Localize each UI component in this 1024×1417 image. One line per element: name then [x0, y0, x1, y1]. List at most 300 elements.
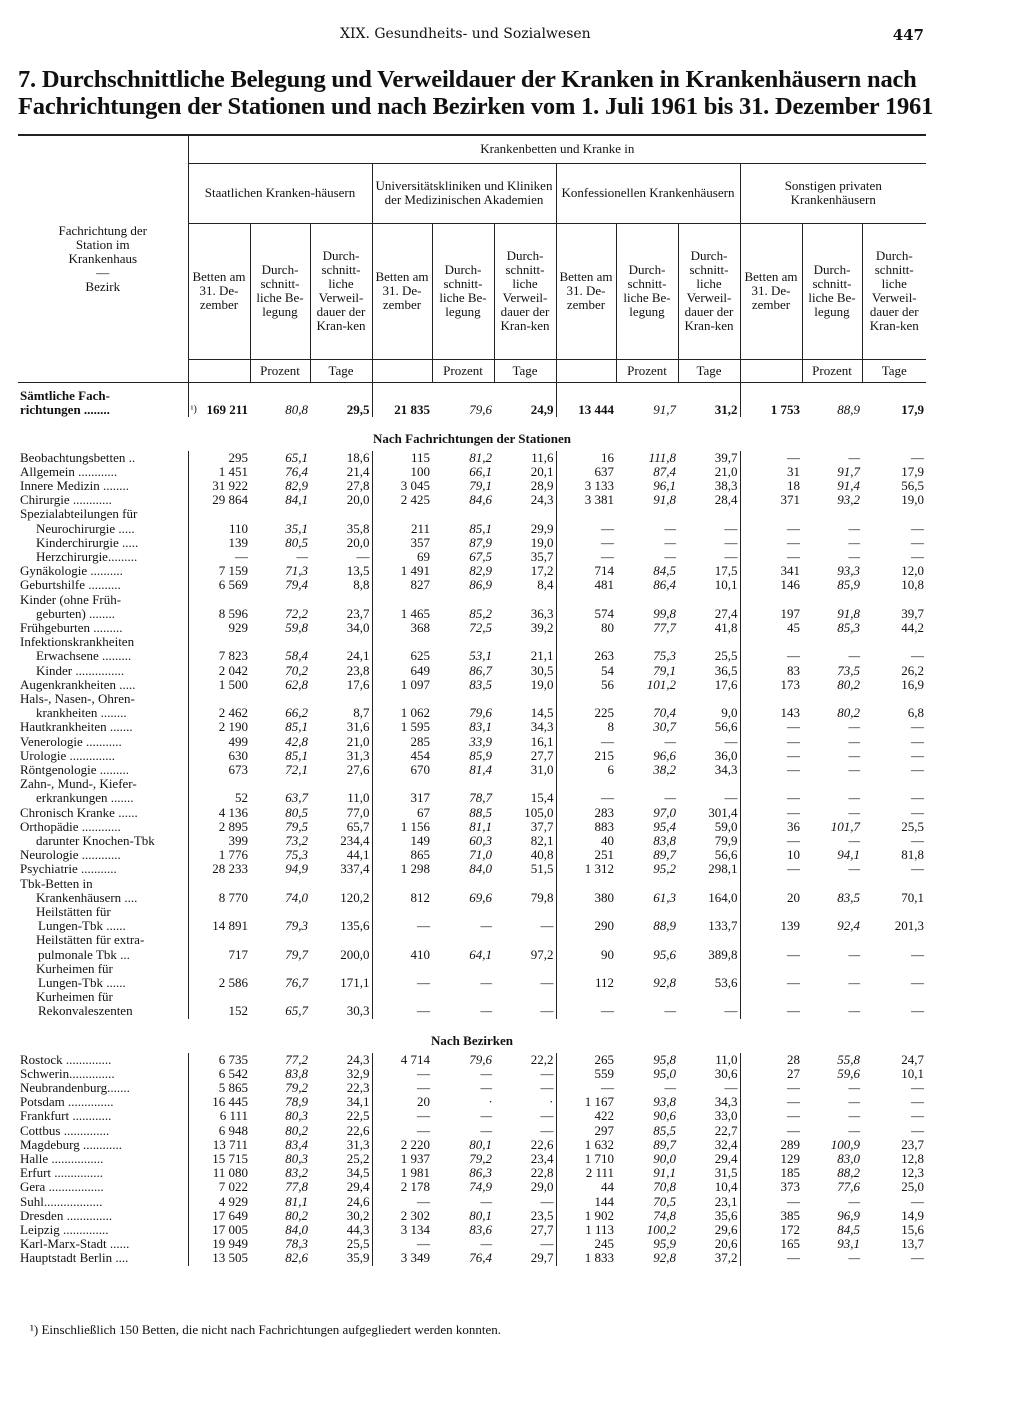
data-cell: 77,7: [653, 619, 676, 635]
total-value: 169 211: [206, 401, 248, 417]
data-cell: 91,8: [653, 492, 676, 508]
data-cell: —: [911, 1122, 925, 1138]
data-cell: 79,9: [714, 832, 738, 848]
unit-prozent: Prozent: [616, 359, 678, 382]
data-cell: [494, 933, 556, 947]
unit-tage: Tage: [310, 359, 372, 382]
data-cell: 17 649: [188, 1209, 250, 1223]
data-cell: [556, 962, 616, 976]
data-cell: [802, 635, 862, 649]
row-label: Lungen-Tbk ......: [38, 919, 126, 934]
table-row: [18, 862, 926, 876]
data-cell: 2 178: [372, 1180, 432, 1194]
data-cell: 27: [740, 1067, 802, 1081]
data-cell: 25,5: [346, 1236, 370, 1252]
data-cell: [372, 692, 432, 706]
data-cell: [250, 692, 310, 706]
data-cell: 1 451: [188, 465, 250, 479]
data-cell: —: [848, 1094, 860, 1110]
data-cell: 24,6: [346, 1193, 370, 1209]
data-cell: [556, 692, 616, 706]
data-cell: 26,2: [901, 662, 925, 678]
data-cell: —: [540, 1003, 554, 1019]
data-cell: 85,2: [469, 605, 492, 621]
data-cell: 75,3: [653, 648, 676, 664]
data-cell: —: [911, 534, 925, 550]
data-cell: 82,1: [530, 832, 554, 848]
data-cell: 263: [556, 649, 616, 663]
data-cell: —: [740, 1251, 802, 1265]
data-cell: 13,5: [346, 563, 370, 579]
data-cell: 298,1: [708, 861, 738, 877]
data-cell: 22,7: [714, 1122, 738, 1138]
total-cell: 91,7: [653, 401, 676, 417]
data-cell: 80,2: [285, 1122, 308, 1138]
data-cell: —: [848, 1193, 860, 1209]
data-cell: —: [556, 1081, 616, 1095]
data-cell: 2 190: [188, 720, 250, 734]
data-cell: 84,5: [653, 563, 676, 579]
data-cell: [250, 593, 310, 607]
data-cell: 84,5: [837, 1222, 860, 1238]
data-cell: [310, 692, 372, 706]
data-cell: 23,5: [530, 1207, 554, 1223]
data-cell: 3 134: [372, 1223, 432, 1237]
data-cell: 234,4: [340, 832, 370, 848]
data-cell: [372, 877, 432, 891]
data-cell: [494, 990, 556, 1004]
data-cell: 35,6: [714, 1207, 738, 1223]
data-cell: 37,7: [530, 818, 554, 834]
data-cell: 139: [740, 919, 802, 933]
stub-header-line: Bezirk: [85, 278, 121, 294]
data-cell: 1 776: [188, 848, 250, 862]
data-cell: 79,6: [469, 1051, 492, 1067]
row-label: Urologie ..............: [20, 748, 115, 763]
row-label: Kinderchirurgie .....: [36, 535, 139, 550]
data-cell: 1 632: [556, 1138, 616, 1152]
table-row: [18, 1067, 926, 1081]
data-cell: 30,6: [714, 1065, 738, 1081]
data-cell: 31,6: [346, 719, 370, 735]
table-row: [18, 692, 926, 706]
data-cell: 78,9: [285, 1094, 308, 1110]
row-label: Frankfurt ............: [20, 1109, 112, 1124]
table-row: [18, 607, 926, 621]
data-cell: 337,4: [340, 861, 370, 877]
data-cell: 58,4: [285, 648, 308, 664]
data-cell: [494, 635, 556, 649]
table-row: [18, 749, 926, 763]
data-cell: [616, 905, 678, 919]
row-label: Kurheimen für: [36, 961, 113, 976]
data-cell: 22,5: [346, 1108, 370, 1124]
table-row: [18, 1053, 926, 1067]
data-cell: 56,6: [714, 719, 738, 735]
data-cell: 83,5: [469, 676, 492, 692]
data-cell: 10: [740, 848, 802, 862]
data-cell: 63,7: [285, 790, 308, 806]
data-cell: —: [740, 451, 802, 465]
data-cell: [740, 507, 802, 521]
data-cell: 1 937: [372, 1152, 432, 1166]
data-cell: 34,5: [346, 1165, 370, 1181]
data-cell: 1 491: [372, 564, 432, 578]
row-label: Röntgenologie .........: [20, 762, 130, 777]
data-cell: 45: [740, 621, 802, 635]
data-cell: 37,2: [714, 1250, 738, 1266]
data-cell: 6 542: [188, 1067, 250, 1081]
data-cell: 95,2: [653, 861, 676, 877]
data-cell: 96,9: [837, 1207, 860, 1223]
data-cell: ·: [549, 1094, 554, 1110]
data-cell: [432, 877, 494, 891]
data-cell: [616, 507, 678, 521]
data-cell: 152: [188, 1004, 250, 1018]
data-cell: 225: [556, 706, 616, 720]
data-cell: 88,2: [837, 1165, 860, 1181]
data-cell: —: [480, 1065, 492, 1081]
table-row: [18, 1251, 926, 1265]
data-cell: 27,8: [346, 477, 370, 493]
data-cell: —: [664, 733, 676, 749]
col-header-belegung: Durch-schnitt-liche Be-legung: [250, 223, 310, 359]
data-cell: 75,3: [285, 847, 308, 863]
row-label: erkrankungen .......: [36, 791, 134, 806]
data-cell: —: [911, 449, 925, 465]
data-cell: 80,5: [285, 534, 308, 550]
total-label: [18, 382, 188, 417]
data-cell: —: [724, 520, 738, 536]
data-cell: 2 425: [372, 493, 432, 507]
data-cell: 15 715: [188, 1152, 250, 1166]
data-cell: 39,7: [714, 449, 738, 465]
data-cell: 637: [556, 465, 616, 479]
data-cell: 6 735: [188, 1053, 250, 1067]
data-cell: [556, 990, 616, 1004]
data-cell: 341: [740, 564, 802, 578]
data-cell: —: [480, 1108, 492, 1124]
data-cell: 6 569: [188, 578, 250, 592]
data-cell: [740, 692, 802, 706]
data-cell: 71,0: [469, 847, 492, 863]
data-cell: 54: [556, 664, 616, 678]
data-cell: 20,0: [346, 492, 370, 508]
data-cell: 28,4: [714, 492, 738, 508]
data-cell: 1 097: [372, 678, 432, 692]
data-cell: —: [911, 761, 925, 777]
data-cell: 65,1: [285, 449, 308, 465]
data-cell: 865: [372, 848, 432, 862]
data-cell: 385: [740, 1209, 802, 1223]
data-cell: 13,7: [901, 1236, 925, 1252]
section-heading: Nach Bezirken: [431, 1033, 513, 1049]
data-cell: 95,6: [653, 946, 676, 962]
data-cell: [372, 905, 432, 919]
data-cell: —: [356, 548, 370, 564]
data-cell: [740, 777, 802, 791]
data-cell: —: [848, 975, 860, 991]
data-cell: 86,9: [469, 577, 492, 593]
data-cell: 399: [188, 834, 250, 848]
data-cell: [740, 877, 802, 891]
data-cell: 69,6: [469, 889, 492, 905]
data-cell: 101,2: [646, 676, 676, 692]
data-cell: 1 981: [372, 1166, 432, 1180]
data-cell: 36: [740, 820, 802, 834]
data-cell: —: [740, 1095, 802, 1109]
data-cell: —: [664, 548, 676, 564]
data-cell: 77,2: [285, 1051, 308, 1067]
data-cell: [802, 877, 862, 891]
data-cell: 410: [372, 948, 432, 962]
data-cell: 70,1: [901, 889, 925, 905]
table-row: [18, 1004, 926, 1018]
data-cell: 62,8: [285, 676, 308, 692]
data-cell: 812: [372, 891, 432, 905]
data-cell: 34,3: [530, 719, 554, 735]
data-cell: 1 465: [372, 607, 432, 621]
data-cell: —: [724, 1080, 738, 1096]
data-cell: 95,9: [653, 1236, 676, 1252]
data-cell: 83,5: [837, 889, 860, 905]
data-cell: [862, 905, 926, 919]
data-cell: 38,2: [653, 761, 676, 777]
data-cell: 10,1: [901, 1065, 925, 1081]
table-row: [18, 777, 926, 791]
data-cell: 87,4: [653, 463, 676, 479]
data-cell: 283: [556, 806, 616, 820]
data-cell: 3 381: [556, 493, 616, 507]
data-cell: 19,0: [901, 492, 925, 508]
data-cell: 91,8: [837, 605, 860, 621]
data-cell: [556, 593, 616, 607]
data-cell: 20,6: [714, 1236, 738, 1252]
data-cell: 72,1: [285, 761, 308, 777]
table-row: [18, 806, 926, 820]
unit-prozent: Prozent: [802, 359, 862, 382]
table-row: [18, 564, 926, 578]
data-cell: 24,3: [346, 1051, 370, 1067]
data-cell: 82,9: [469, 563, 492, 579]
data-cell: 79,4: [285, 577, 308, 593]
data-cell: [372, 990, 432, 1004]
data-cell: [432, 692, 494, 706]
data-cell: 24,7: [901, 1051, 925, 1067]
row-label: Venerologie ...........: [20, 734, 122, 749]
data-cell: 81,1: [469, 818, 492, 834]
data-cell: 12,3: [901, 1165, 925, 1181]
data-cell: 90,6: [653, 1108, 676, 1124]
data-cell: —: [911, 861, 925, 877]
data-cell: 34,3: [714, 1094, 738, 1110]
data-cell: 97,2: [530, 946, 554, 962]
data-cell: 94,1: [837, 847, 860, 863]
data-cell: [740, 593, 802, 607]
data-cell: 79,6: [469, 705, 492, 721]
data-cell: —: [740, 862, 802, 876]
data-cell: 66,2: [285, 705, 308, 721]
data-cell: —: [848, 1250, 860, 1266]
data-cell: [432, 635, 494, 649]
row-label: Geburtshilfe ..........: [20, 578, 121, 593]
data-cell: 13 711: [188, 1138, 250, 1152]
data-cell: —: [664, 1080, 676, 1096]
data-cell: 70,8: [653, 1179, 676, 1195]
data-cell: [678, 933, 740, 947]
data-cell: 3 349: [372, 1251, 432, 1265]
data-cell: [188, 962, 250, 976]
table-row: [18, 550, 926, 564]
data-cell: [494, 692, 556, 706]
row-label: Gera .................: [20, 1180, 104, 1195]
row-label: Hautkrankheiten .......: [20, 720, 133, 735]
data-cell: —: [740, 536, 802, 550]
data-cell: —: [556, 522, 616, 536]
col-header-belegung: Durch-schnitt-liche Be-legung: [432, 223, 494, 359]
data-cell: 23,8: [346, 662, 370, 678]
data-cell: 83,6: [469, 1222, 492, 1238]
data-cell: [372, 962, 432, 976]
data-cell: 93,3: [837, 563, 860, 579]
data-cell: 56: [556, 678, 616, 692]
data-cell: 86,4: [653, 577, 676, 593]
section-heading: Nach Fachrichtungen der Stationen: [373, 431, 572, 447]
data-cell: 85,1: [469, 520, 492, 536]
data-cell: 31,3: [346, 747, 370, 763]
table-row: [18, 536, 926, 550]
data-cell: 80,2: [837, 705, 860, 721]
data-cell: [310, 933, 372, 947]
data-cell: 17,2: [530, 563, 554, 579]
row-label: Kinder (ohne Früh-: [20, 592, 122, 607]
data-cell: 77,0: [346, 804, 370, 820]
row-label: Allgemein ............: [20, 464, 118, 479]
total-cell: 17,9: [901, 401, 925, 417]
data-cell: 53,1: [469, 648, 492, 664]
data-cell: [188, 507, 250, 521]
data-cell: —: [540, 1122, 554, 1138]
total-cell: 13 444: [556, 382, 616, 417]
data-cell: 1 902: [556, 1209, 616, 1223]
data-cell: 56,6: [714, 847, 738, 863]
table-row: [18, 919, 926, 933]
unit-empty: [372, 359, 432, 382]
data-cell: 3 133: [556, 479, 616, 493]
table-title: [18, 66, 934, 120]
data-cell: [802, 692, 862, 706]
top-header: Krankenbetten und Kranke in: [188, 135, 926, 163]
table-row: [18, 1166, 926, 1180]
data-cell: 85,9: [469, 747, 492, 763]
data-cell: 23,7: [901, 1136, 925, 1152]
data-cell: 25,5: [901, 818, 925, 834]
unit-empty: [188, 359, 250, 382]
data-cell: —: [740, 1195, 802, 1209]
data-cell: 454: [372, 749, 432, 763]
table-row: [18, 1109, 926, 1123]
data-cell: 14,5: [530, 705, 554, 721]
data-cell: —: [372, 1195, 432, 1209]
data-cell: —: [740, 948, 802, 962]
data-cell: 61,3: [653, 889, 676, 905]
row-label: Magdeburg ............: [20, 1137, 122, 1152]
data-cell: [188, 635, 250, 649]
data-cell: 17,6: [346, 676, 370, 692]
data-cell: 290: [556, 919, 616, 933]
data-cell: 100,9: [830, 1136, 860, 1152]
data-cell: 30,7: [653, 719, 676, 735]
data-cell: 30,3: [346, 1003, 370, 1019]
data-cell: —: [911, 747, 925, 763]
data-cell: —: [664, 1003, 676, 1019]
data-cell: 34,3: [714, 761, 738, 777]
data-cell: 1 833: [556, 1251, 616, 1265]
data-cell: 88,9: [653, 918, 676, 934]
data-cell: 34,0: [346, 619, 370, 635]
data-cell: 30,5: [530, 662, 554, 678]
data-cell: [556, 777, 616, 791]
data-cell: 22,6: [346, 1122, 370, 1138]
data-cell: [616, 777, 678, 791]
data-cell: 74,8: [653, 1207, 676, 1223]
data-cell: 20: [740, 891, 802, 905]
data-cell: 44,3: [346, 1222, 370, 1238]
data-cell: 71,3: [285, 563, 308, 579]
data-cell: —: [911, 1003, 925, 1019]
data-cell: 14 891: [188, 919, 250, 933]
table-row: [18, 763, 926, 777]
data-cell: —: [911, 1108, 925, 1124]
data-cell: [678, 990, 740, 1004]
data-cell: 165: [740, 1237, 802, 1251]
data-cell: —: [911, 1094, 925, 1110]
table-row: [18, 1152, 926, 1166]
data-cell: 74,0: [285, 889, 308, 905]
data-cell: 1 062: [372, 706, 432, 720]
data-cell: 422: [556, 1109, 616, 1123]
data-cell: 81,8: [901, 847, 925, 863]
data-cell: 65,7: [346, 818, 370, 834]
unit-tage: Tage: [494, 359, 556, 382]
data-cell: 31,0: [530, 761, 554, 777]
data-cell: 31: [740, 465, 802, 479]
data-cell: [310, 962, 372, 976]
data-cell: [556, 507, 616, 521]
data-cell: 90,0: [653, 1151, 676, 1167]
data-cell: 27,4: [714, 605, 738, 621]
data-cell: —: [740, 522, 802, 536]
data-cell: [740, 635, 802, 649]
data-cell: [678, 593, 740, 607]
data-cell: 70,2: [285, 662, 308, 678]
data-cell: ·: [488, 1094, 492, 1110]
data-cell: 91,4: [837, 477, 860, 493]
data-cell: 10,4: [714, 1179, 738, 1195]
table-row: [18, 1124, 926, 1138]
data-cell: —: [911, 520, 925, 536]
table-row: [18, 976, 926, 990]
data-cell: —: [664, 790, 676, 806]
data-cell: 89,7: [653, 847, 676, 863]
data-cell: [862, 593, 926, 607]
data-cell: 79,7: [285, 946, 308, 962]
data-cell: 95,4: [653, 818, 676, 834]
data-cell: 10,8: [901, 577, 925, 593]
data-cell: [494, 507, 556, 521]
row-label: Gynäkologie ..........: [20, 564, 123, 579]
data-cell: [188, 777, 250, 791]
